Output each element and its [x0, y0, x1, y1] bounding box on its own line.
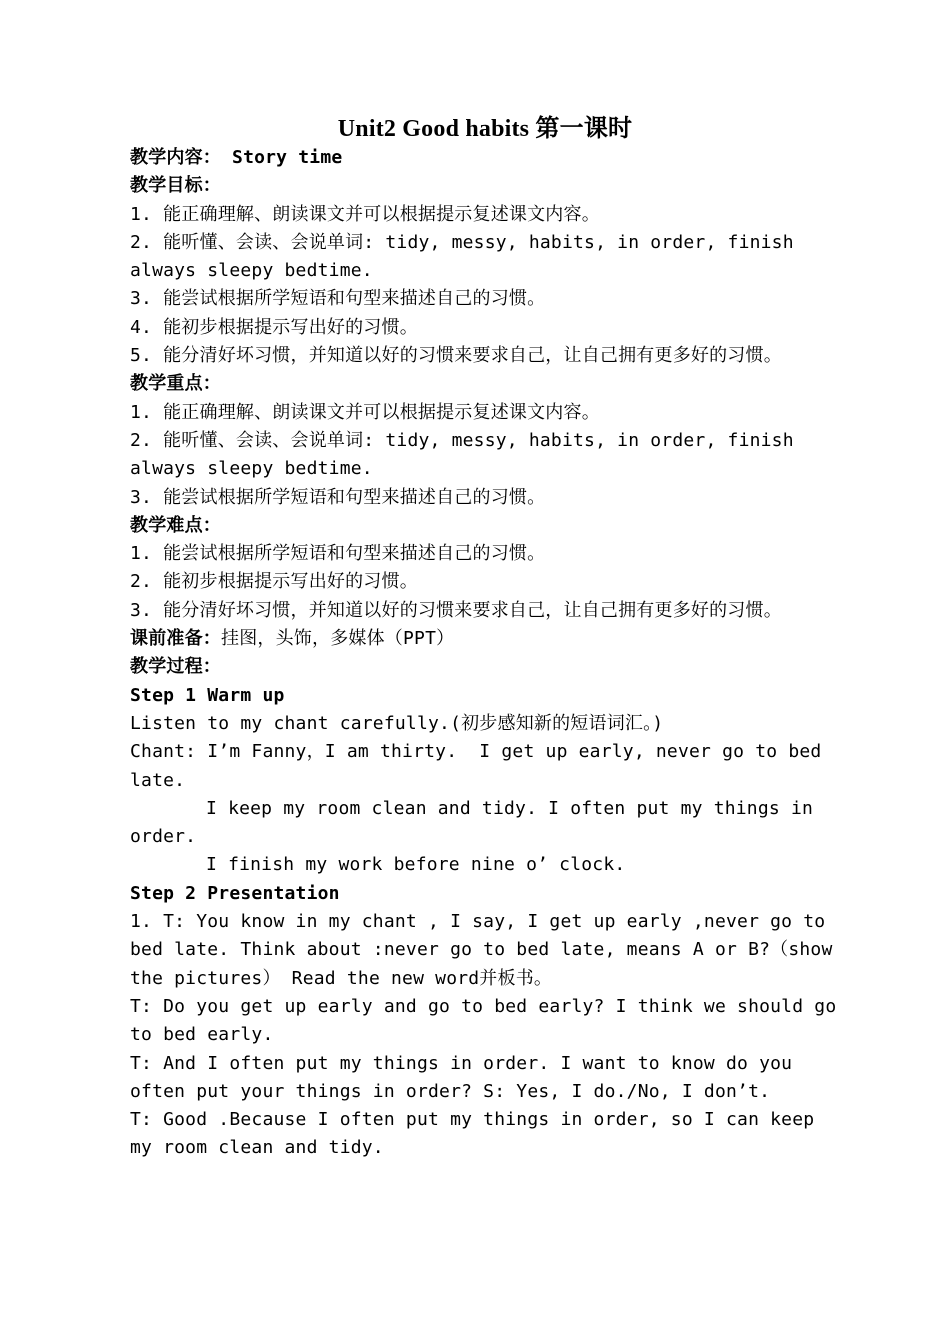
teaching-content-value: Story time — [221, 147, 343, 168]
difficulty-item: 3. 能分清好坏习惯，并知道以好的习惯来要求自己，让自己拥有更多好的习惯。 — [130, 599, 782, 621]
step1-indented-line: I finish my work before nine o’ clock. — [206, 854, 626, 876]
key-points-heading: 教学重点： — [130, 373, 221, 395]
goal-item: 3. 能尝试根据所学短语和句型来描述自己的习惯。 — [130, 288, 546, 310]
step1-line: Chant: I’m Fanny，I am thirty. I get up early, never go to bed late. — [130, 741, 833, 791]
document-body — [130, 114, 848, 1163]
goal-item: 5. 能分清好坏习惯，并知道以好的习惯来要求自己，让自己拥有更多好的习惯。 — [130, 345, 782, 367]
difficulty-item: 1. 能尝试根据所学短语和句型来描述自己的习惯。 — [130, 543, 546, 565]
step1-heading: Step 1 Warm up — [130, 684, 285, 706]
teaching-content-label: 教学内容： — [130, 147, 221, 168]
goal-item: 4. 能初步根据提示写出好的习惯。 — [130, 316, 418, 338]
step2-line: 1. T: You know in my chant , I say, I get up early ,never go to bed late. Think about :never go to bed late, means A or B?（show the pictures） Read the new word并板书。 — [130, 911, 844, 989]
page-title: Unit2 Good habits 第一课时 — [337, 116, 633, 142]
goals-heading: 教学目标： — [130, 175, 221, 197]
teaching-content-line — [130, 144, 840, 172]
preparation-line — [130, 625, 840, 653]
step2-line: T: And I often put my things in order. I want to know do you often put your things in order? S: Yes, I do./No, I don’t. — [130, 1052, 804, 1102]
process-heading: 教学过程： — [130, 656, 221, 678]
difficulties-heading: 教学难点： — [130, 514, 221, 536]
step2-heading: Step 2 Presentation — [130, 882, 340, 904]
key-point-item: 2. 能听懂、会读、会说单词: tidy, messy, habits, in order, finish always sleepy bedtime. — [130, 429, 805, 480]
step1-indented-line: I keep my room clean and tidy. I often put my things in order. — [130, 797, 825, 848]
key-point-item: 3. 能尝试根据所学短语和句型来描述自己的习惯。 — [130, 486, 546, 508]
preparation-value: 挂图，头饰，多媒体（PPT） — [221, 628, 455, 650]
step2-line: T: Do you get up early and go to bed early? I think we should go to bed early. — [130, 995, 848, 1046]
preparation-label: 课前准备： — [130, 628, 221, 650]
key-point-item: 1. 能正确理解、朗读课文并可以根据提示复述课文内容。 — [130, 401, 600, 423]
step1-line: Listen to my chant carefully.(初步感知新的短语词汇。) — [130, 712, 664, 734]
step2-line: T: Good .Because I often put my things in order, so I can keep my room clean and tidy. — [130, 1109, 826, 1159]
difficulty-item: 2. 能初步根据提示写出好的习惯。 — [130, 571, 418, 593]
goal-item: 1. 能正确理解、朗读课文并可以根据提示复述课文内容。 — [130, 203, 600, 225]
goal-item: 2. 能听懂、会读、会说单词: tidy, messy, habits, in order, finish always sleepy bedtime. — [130, 231, 805, 282]
